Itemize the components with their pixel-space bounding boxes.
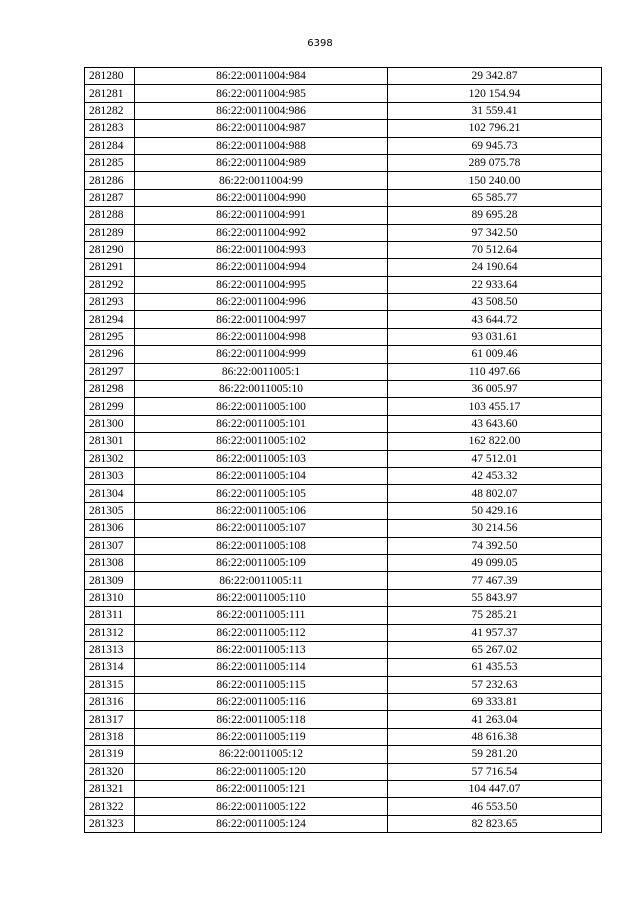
cadastral-value-cell: 48 616.38: [388, 728, 602, 745]
cadastral-number-cell: 86:22:0011004:992: [135, 224, 388, 241]
cadastral-value-cell: 41 263.04: [388, 711, 602, 728]
cadastral-number-cell: 86:22:0011005:118: [135, 711, 388, 728]
cadastral-number-cell: 86:22:0011004:984: [135, 68, 388, 85]
table-row: [85, 624, 602, 641]
cadastral-value-cell: 70 512.64: [388, 241, 602, 258]
cadastral-value-cell: 48 802.07: [388, 485, 602, 502]
row-number-cell: 281286: [85, 172, 135, 189]
table-row: [85, 502, 602, 519]
table-row: [85, 294, 602, 311]
table-row: [85, 694, 602, 711]
cadastral-number-cell: 86:22:0011005:115: [135, 676, 388, 693]
row-number-cell: 281320: [85, 763, 135, 780]
table-row: [85, 554, 602, 571]
cadastral-value-cell: 104 447.07: [388, 781, 602, 798]
cadastral-value-cell: 289 075.78: [388, 154, 602, 171]
cadastral-number-cell: 86:22:0011004:987: [135, 120, 388, 137]
cadastral-value-cell: 42 453.32: [388, 467, 602, 484]
cadastral-number-cell: 86:22:0011005:108: [135, 537, 388, 554]
cadastral-value-cell: 43 508.50: [388, 294, 602, 311]
row-number-cell: 281301: [85, 433, 135, 450]
cadastral-value-cell: 65 267.02: [388, 641, 602, 658]
cadastral-value-cell: 65 585.77: [388, 189, 602, 206]
row-number-cell: 281295: [85, 328, 135, 345]
row-number-cell: 281314: [85, 659, 135, 676]
row-number-cell: 281317: [85, 711, 135, 728]
row-number-cell: 281291: [85, 259, 135, 276]
cadastral-value-cell: 82 823.65: [388, 815, 602, 832]
table-row: [85, 450, 602, 467]
row-number-cell: 281299: [85, 398, 135, 415]
row-number-cell: 281289: [85, 224, 135, 241]
cadastral-value-cell: 61 009.46: [388, 346, 602, 363]
cadastral-number-cell: 86:22:0011005:113: [135, 641, 388, 658]
table-row: [85, 520, 602, 537]
row-number-cell: 281323: [85, 815, 135, 832]
cadastral-value-cell: 74 392.50: [388, 537, 602, 554]
row-number-cell: 281306: [85, 520, 135, 537]
row-number-cell: 281288: [85, 207, 135, 224]
cadastral-value-cell: 102 796.21: [388, 120, 602, 137]
cadastral-number-cell: 86:22:0011005:111: [135, 607, 388, 624]
table-row: [85, 728, 602, 745]
cadastral-number-cell: 86:22:0011005:119: [135, 728, 388, 745]
table-row: [85, 641, 602, 658]
cadastral-number-cell: 86:22:0011004:994: [135, 259, 388, 276]
cadastral-number-cell: 86:22:0011005:120: [135, 763, 388, 780]
cadastral-value-cell: 29 342.87: [388, 68, 602, 85]
cadastral-number-cell: 86:22:0011005:101: [135, 415, 388, 432]
row-number-cell: 281319: [85, 746, 135, 763]
table-row: [85, 798, 602, 815]
row-number-cell: 281293: [85, 294, 135, 311]
cadastral-number-cell: 86:22:0011005:112: [135, 624, 388, 641]
cadastral-value-cell: 89 695.28: [388, 207, 602, 224]
row-number-cell: 281281: [85, 85, 135, 102]
table-row: [85, 207, 602, 224]
table-row: [85, 572, 602, 589]
cadastral-value-cell: 49 099.05: [388, 554, 602, 571]
cadastral-number-cell: 86:22:0011004:996: [135, 294, 388, 311]
table-row: [85, 746, 602, 763]
cadastral-value-cell: 30 214.56: [388, 520, 602, 537]
table-row: [85, 589, 602, 606]
cadastral-value-cell: 57 716.54: [388, 763, 602, 780]
table-row: [85, 241, 602, 258]
cadastral-number-cell: 86:22:0011005:105: [135, 485, 388, 502]
cadastral-number-cell: 86:22:0011004:985: [135, 85, 388, 102]
cadastral-number-cell: 86:22:0011005:107: [135, 520, 388, 537]
table-row: [85, 154, 602, 171]
cadastral-number-cell: 86:22:0011004:988: [135, 137, 388, 154]
table-row: [85, 68, 602, 85]
row-number-cell: 281292: [85, 276, 135, 293]
cadastral-number-cell: 86:22:0011004:990: [135, 189, 388, 206]
table-row: [85, 120, 602, 137]
row-number-cell: 281283: [85, 120, 135, 137]
cadastral-number-cell: 86:22:0011004:999: [135, 346, 388, 363]
cadastral-number-cell: 86:22:0011005:122: [135, 798, 388, 815]
table-row: [85, 467, 602, 484]
cadastral-value-cell: 75 285.21: [388, 607, 602, 624]
cadastral-value-cell: 120 154.94: [388, 85, 602, 102]
cadastral-value-cell: 36 005.97: [388, 381, 602, 398]
row-number-cell: 281303: [85, 467, 135, 484]
row-number-cell: 281294: [85, 311, 135, 328]
cadastral-number-cell: 86:22:0011005:100: [135, 398, 388, 415]
cadastral-number-cell: 86:22:0011005:124: [135, 815, 388, 832]
cadastral-value-cell: 103 455.17: [388, 398, 602, 415]
cadastral-value-cell: 31 559.41: [388, 102, 602, 119]
cadastral-number-cell: 86:22:0011004:995: [135, 276, 388, 293]
table-row: [85, 328, 602, 345]
table-row: [85, 415, 602, 432]
row-number-cell: 281307: [85, 537, 135, 554]
cadastral-number-cell: 86:22:0011004:998: [135, 328, 388, 345]
cadastral-number-cell: 86:22:0011005:121: [135, 781, 388, 798]
table-row: [85, 815, 602, 832]
cadastral-value-cell: 41 957.37: [388, 624, 602, 641]
row-number-cell: 281284: [85, 137, 135, 154]
cadastral-value-cell: 50 429.16: [388, 502, 602, 519]
table-row: [85, 676, 602, 693]
row-number-cell: 281298: [85, 381, 135, 398]
table-row: [85, 85, 602, 102]
cadastral-number-cell: 86:22:0011005:110: [135, 589, 388, 606]
cadastral-number-cell: 86:22:0011005:11: [135, 572, 388, 589]
cadastral-number-cell: 86:22:0011005:109: [135, 554, 388, 571]
cadastral-value-cell: 110 497.66: [388, 363, 602, 380]
cadastral-value-cell: 77 467.39: [388, 572, 602, 589]
table-row: [85, 172, 602, 189]
row-number-cell: 281318: [85, 728, 135, 745]
cadastral-number-cell: 86:22:0011005:116: [135, 694, 388, 711]
table-row: [85, 224, 602, 241]
table-row: [85, 433, 602, 450]
cadastral-value-cell: 69 333.81: [388, 694, 602, 711]
row-number-cell: 281300: [85, 415, 135, 432]
cadastral-value-cell: 43 643.60: [388, 415, 602, 432]
cadastral-number-cell: 86:22:0011004:99: [135, 172, 388, 189]
row-number-cell: 281302: [85, 450, 135, 467]
row-number-cell: 281308: [85, 554, 135, 571]
cadastral-number-cell: 86:22:0011004:991: [135, 207, 388, 224]
table-row: [85, 485, 602, 502]
cadastral-value-cell: 22 933.64: [388, 276, 602, 293]
table-row: [85, 711, 602, 728]
cadastral-value-cell: 55 843.97: [388, 589, 602, 606]
table-row: [85, 363, 602, 380]
row-number-cell: 281280: [85, 68, 135, 85]
row-number-cell: 281309: [85, 572, 135, 589]
cadastral-value-cell: 97 342.50: [388, 224, 602, 241]
table-row: [85, 102, 602, 119]
cadastral-value-table: [84, 67, 602, 833]
cadastral-value-cell: 59 281.20: [388, 746, 602, 763]
row-number-cell: 281315: [85, 676, 135, 693]
row-number-cell: 281313: [85, 641, 135, 658]
table-row: [85, 259, 602, 276]
table-body: [85, 68, 602, 833]
cadastral-value-cell: 24 190.64: [388, 259, 602, 276]
cadastral-number-cell: 86:22:0011004:993: [135, 241, 388, 258]
cadastral-number-cell: 86:22:0011005:1: [135, 363, 388, 380]
table-row: [85, 137, 602, 154]
row-number-cell: 281290: [85, 241, 135, 258]
table-row: [85, 398, 602, 415]
row-number-cell: 281316: [85, 694, 135, 711]
table-row: [85, 763, 602, 780]
table-row: [85, 311, 602, 328]
row-number-cell: 281310: [85, 589, 135, 606]
table-row: [85, 607, 602, 624]
cadastral-number-cell: 86:22:0011004:997: [135, 311, 388, 328]
row-number-cell: 281321: [85, 781, 135, 798]
row-number-cell: 281296: [85, 346, 135, 363]
page-number: 6398: [307, 38, 333, 49]
cadastral-number-cell: 86:22:0011004:986: [135, 102, 388, 119]
cadastral-number-cell: 86:22:0011005:104: [135, 467, 388, 484]
cadastral-number-cell: 86:22:0011005:106: [135, 502, 388, 519]
table-row: [85, 659, 602, 676]
row-number-cell: 281305: [85, 502, 135, 519]
row-number-cell: 281311: [85, 607, 135, 624]
table-row: [85, 276, 602, 293]
cadastral-value-cell: 57 232.63: [388, 676, 602, 693]
cadastral-number-cell: 86:22:0011005:102: [135, 433, 388, 450]
cadastral-value-cell: 46 553.50: [388, 798, 602, 815]
table-row: [85, 781, 602, 798]
cadastral-number-cell: 86:22:0011005:12: [135, 746, 388, 763]
cadastral-number-cell: 86:22:0011005:103: [135, 450, 388, 467]
row-number-cell: 281322: [85, 798, 135, 815]
row-number-cell: 281297: [85, 363, 135, 380]
cadastral-number-cell: 86:22:0011004:989: [135, 154, 388, 171]
table-row: [85, 189, 602, 206]
cadastral-value-cell: 162 822.00: [388, 433, 602, 450]
cadastral-number-cell: 86:22:0011005:10: [135, 381, 388, 398]
table-row: [85, 381, 602, 398]
row-number-cell: 281304: [85, 485, 135, 502]
cadastral-value-cell: 43 644.72: [388, 311, 602, 328]
table-row: [85, 537, 602, 554]
row-number-cell: 281312: [85, 624, 135, 641]
cadastral-value-cell: 61 435.53: [388, 659, 602, 676]
table-row: [85, 346, 602, 363]
cadastral-value-cell: 93 031.61: [388, 328, 602, 345]
cadastral-value-cell: 47 512.01: [388, 450, 602, 467]
cadastral-value-cell: 150 240.00: [388, 172, 602, 189]
row-number-cell: 281285: [85, 154, 135, 171]
cadastral-number-cell: 86:22:0011005:114: [135, 659, 388, 676]
cadastral-value-cell: 69 945.73: [388, 137, 602, 154]
row-number-cell: 281282: [85, 102, 135, 119]
row-number-cell: 281287: [85, 189, 135, 206]
